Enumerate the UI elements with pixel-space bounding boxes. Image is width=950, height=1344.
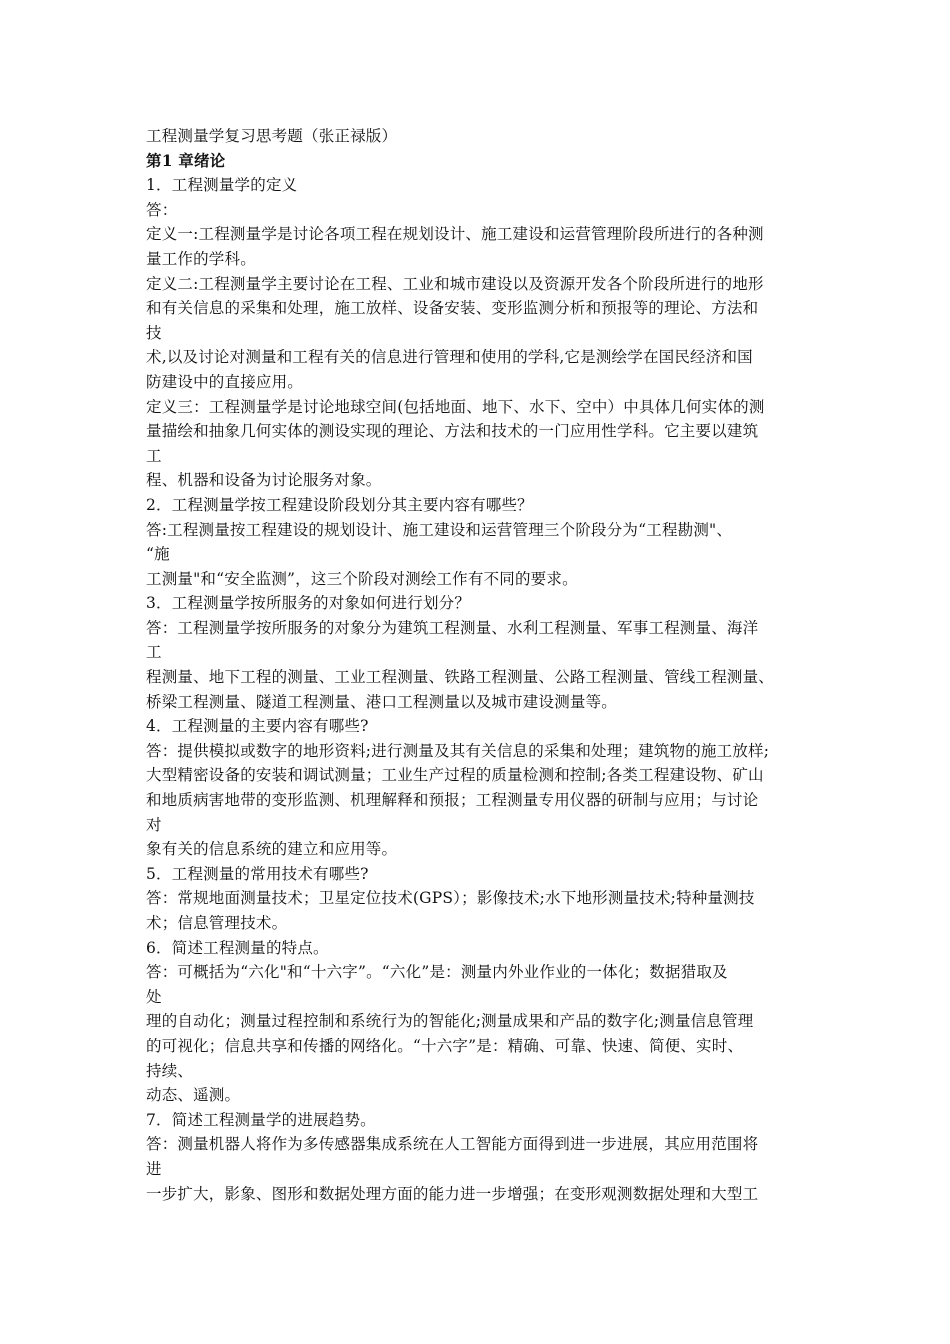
text-line: 程测量、地下工程的测量、工业工程测量、铁路工程测量、公路工程测量、管线工程测量、 — [146, 668, 775, 687]
text-line: 2．工程测量学按工程建设阶段划分其主要内容有哪些？ — [146, 495, 533, 514]
text-line: 答：提供模拟或数字的地形资料;进行测量及其有关信息的采集和处理；建筑物的施工放样; — [146, 741, 770, 760]
text-line: 5．工程测量的常用技术有哪些? — [146, 864, 369, 883]
text-line: 答：常规地面测量技术；卫星定位技术(GPS）；影像技术;水下地形测量技术;特种量测技 — [146, 889, 755, 908]
text-line: 答： — [146, 200, 178, 219]
chapter-heading: 第1 章绪论 — [146, 150, 226, 170]
text-line: 一步扩大，影象、图形和数据处理方面的能力进一步增强；在变形观测数据处理和大型工 — [146, 1184, 759, 1203]
text-line: 答：可概括为“六化"和“十六字”。“六化”是：测量内外业作业的一体化；数据猎取及 — [146, 963, 728, 982]
text-line: 量工作的学科。 — [146, 249, 256, 268]
text-line: 1．工程测量学的定义 — [146, 176, 298, 195]
text-line: 程、机器和设备为讨论服务对象。 — [146, 471, 382, 490]
text-line: 量描绘和抽象几何实体的测设实现的理论、方法和技术的一门应用性学科。它主要以建筑 — [146, 422, 759, 441]
text-line: 技 — [146, 323, 162, 342]
document-body — [146, 173, 826, 1206]
text-line: 对 — [146, 815, 162, 834]
text-line: 术；信息管理技术。 — [146, 914, 288, 932]
text-line: 工 — [146, 446, 162, 465]
text-line: 和地质病害地带的变形监测、机理解释和预报；工程测量专用仪器的研制与应用；与讨论 — [146, 791, 759, 810]
text-line: 定义三：工程测量学是讨论地球空间(包括地面、地下、水下、空中）中具体几何实体的测 — [146, 397, 765, 416]
text-line: 答：工程测量学按所服务的对象分为建筑工程测量、水利工程测量、军事工程测量、海洋 — [146, 618, 759, 637]
text-line: 工 — [146, 643, 162, 662]
text-line: 答:工程测量按工程建设的规划设计、施工建设和运营管理三个阶段分为“工程勘测"、 — [146, 520, 733, 539]
text-line: 术,以及讨论对测量和工程有关的信息进行管理和使用的学科,它是测绘学在国民经济和国 — [146, 348, 753, 367]
text-line: 理的自动化；测量过程控制和系统行为的智能化;测量成果和产品的数字化;测量信息管理 — [146, 1012, 754, 1031]
text-line: 答：测量机器人将作为多传感器集成系统在人工智能方面得到进一步进展，其应用范围将 — [146, 1135, 759, 1154]
text-line: 和有关信息的采集和处理，施工放样、设备安装、变形监测分析和预报等的理论、方法和 — [146, 299, 759, 318]
text-line: 进 — [146, 1159, 162, 1178]
text-line: 动态、遥测。 — [146, 1086, 241, 1105]
text-line: 7．简述工程测量学的进展趋势。 — [146, 1110, 376, 1129]
text-line: 象有关的信息系统的建立和应用等。 — [146, 840, 398, 859]
text-line: “施 — [146, 545, 170, 564]
text-line: 大型精密设备的安装和调试测量；工业生产过程的质量检测和控制;各类工程建设物、矿山 — [146, 766, 764, 785]
text-line: 防建设中的直接应用。 — [146, 372, 304, 391]
text-line: 3．工程测量学按所服务的对象如何进行划分？ — [146, 594, 471, 613]
text-line: 的可视化；信息共享和传播的网络化。“十六字”是：精确、可靠、快速、简便、实时、 — [146, 1036, 744, 1055]
text-line: 6．简述工程测量的特点。 — [146, 938, 329, 957]
document-page — [146, 124, 826, 1206]
text-line: 4．工程测量的主要内容有哪些? — [146, 717, 369, 736]
text-line: 桥梁工程测量、隧道工程测量、港口工程测量以及城市建设测量等。 — [146, 692, 618, 711]
document-title: 工程测量学复习思考题（张正禄版） — [146, 127, 398, 145]
text-line: 定义一:工程测量学是讨论各项工程在规划设计、施工建设和运营管理阶段所进行的各种测 — [146, 225, 764, 244]
text-line: 定义二:工程测量学主要讨论在工程、工业和城市建设以及资源开发各个阶段所进行的地形 — [146, 274, 764, 293]
text-line: 处 — [146, 987, 162, 1006]
text-line: 工测量"和“安全监测”，这三个阶段对测绘工作有不同的要求。 — [146, 569, 578, 588]
text-line: 持续、 — [146, 1061, 194, 1080]
